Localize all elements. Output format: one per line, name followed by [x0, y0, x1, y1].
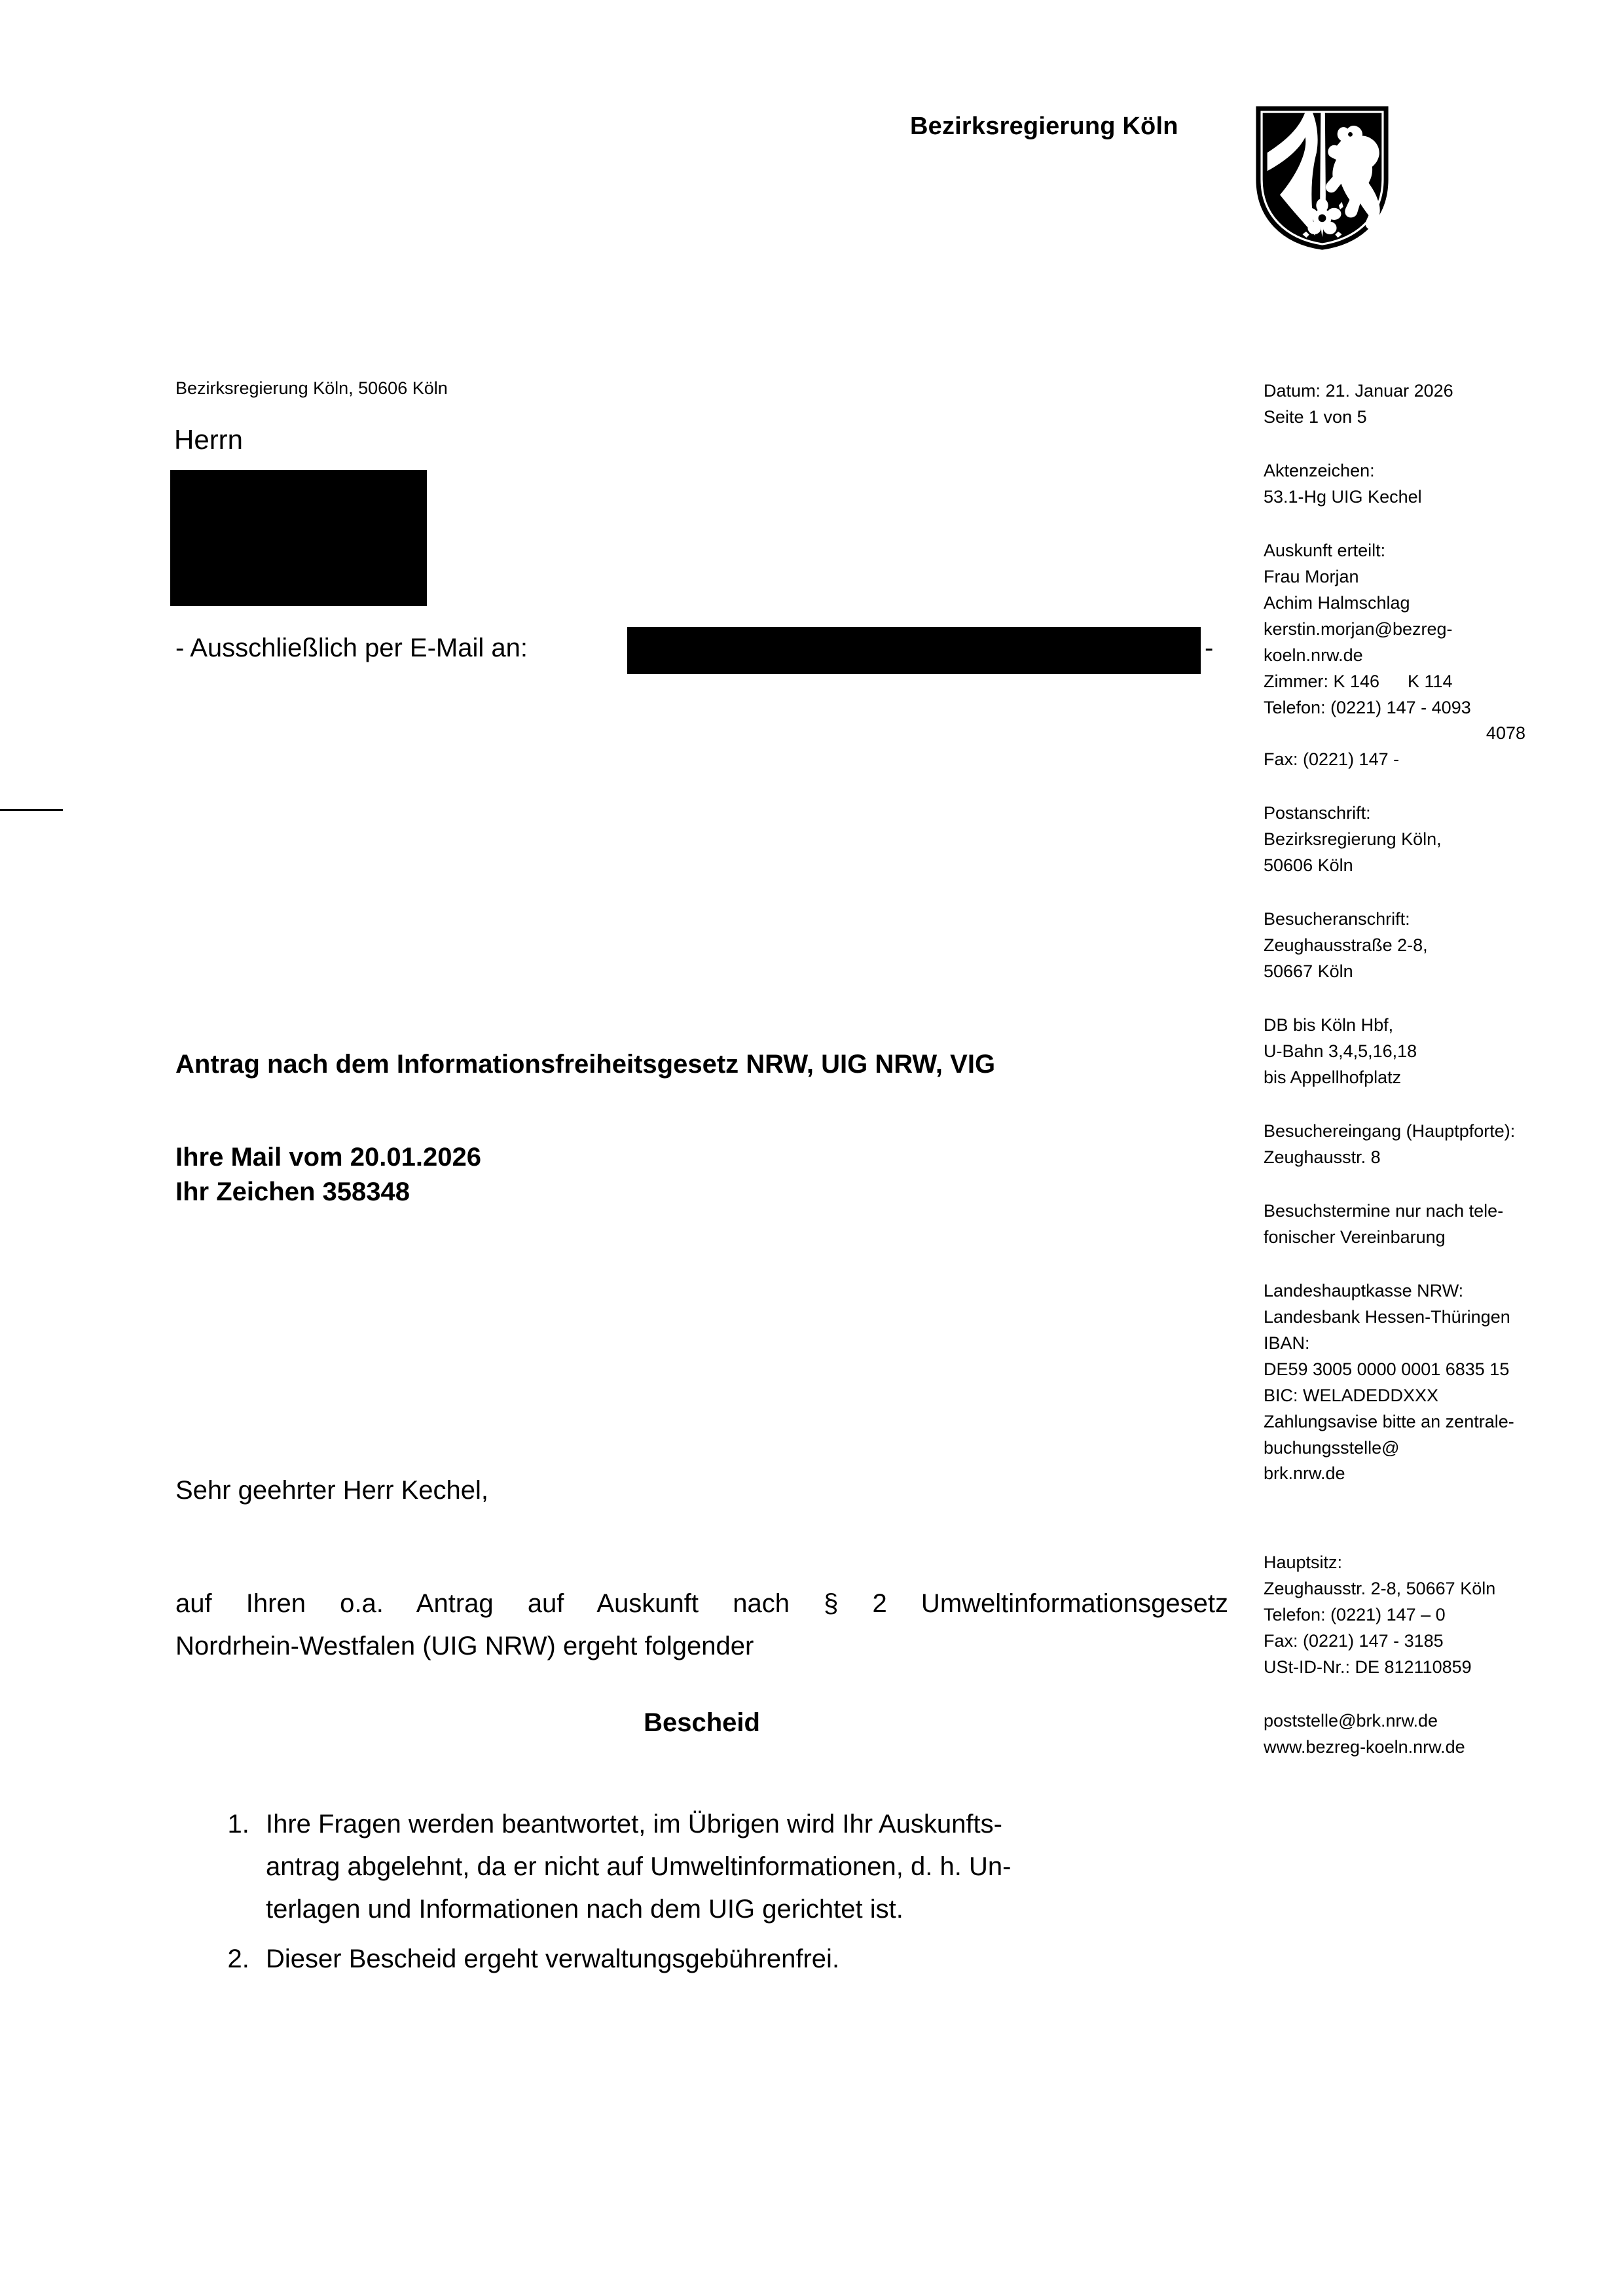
headquarters-phone: Telefon: (0221) 147 – 0 — [1264, 1605, 1446, 1625]
room-primary: Zimmer: K 146 — [1264, 671, 1380, 691]
decision-item-1 — [257, 1803, 1271, 1930]
contact-person-1: Frau Morjan — [1264, 566, 1359, 586]
contact-label: Auskunft erteilt: — [1264, 540, 1386, 560]
phone-primary: Telefon: (0221) 147 - 4093 — [1264, 697, 1471, 717]
email-trailing-dash: - — [1205, 634, 1214, 662]
info-group-web — [1264, 1708, 1591, 1761]
contact-email-line-1: kerstin.morjan@bezreg- — [1264, 619, 1453, 639]
info-group-date — [1264, 378, 1591, 431]
postal-address-label: Postanschrift: — [1264, 803, 1371, 823]
decision-item-2-line-1: 2. Dieser Bescheid ergeht verwaltungsgebührenfrei. — [266, 1945, 840, 1974]
subject-heading: Antrag nach dem Informationsfreiheitsgesetz NRW, UIG NRW, VIG — [175, 1050, 996, 1079]
transit-rail: DB bis Köln Hbf, — [1264, 1015, 1394, 1035]
vat-id: USt-ID-Nr.: DE 812110859 — [1264, 1657, 1472, 1677]
iban-value: DE59 3005 0000 0001 6835 15 — [1264, 1359, 1510, 1379]
decision-item-1-line-3: terlagen und Informationen nach dem UIG gerichtet ist. — [266, 1894, 903, 1924]
reference-block — [175, 1140, 481, 1210]
info-sidebar — [1264, 378, 1591, 1761]
info-group-appointments — [1264, 1198, 1591, 1251]
bank-label: Landeshauptkasse NRW: — [1264, 1280, 1464, 1300]
postal-address-line-2: 50606 Köln — [1264, 855, 1353, 876]
info-group-banking — [1264, 1278, 1591, 1488]
addressee-salutation: Herrn — [174, 424, 244, 455]
info-group-headquarters — [1264, 1550, 1591, 1681]
fax-line: Fax: (0221) 147 - — [1264, 749, 1400, 770]
website-url: www.bezreg-koeln.nrw.de — [1264, 1737, 1465, 1757]
file-reference-label: Aktenzeichen: — [1264, 460, 1375, 480]
intro-line-2: Nordrhein-Westfalen (UIG NRW) ergeht folgender — [175, 1631, 754, 1660]
info-group-file-reference — [1264, 458, 1591, 511]
intro-paragraph — [175, 1583, 1228, 1668]
decision-item-1-line-1: 1. Ihre Fragen werden beantwortet, im Übrigen wird Ihr Auskunfts- — [266, 1810, 1002, 1839]
iban-label: IBAN: — [1264, 1333, 1310, 1353]
headquarters-address: Zeughausstr. 2-8, 50667 Köln — [1264, 1579, 1496, 1599]
document-date: Datum: 21. Januar 2026 — [1264, 381, 1453, 401]
info-group-entrance — [1264, 1119, 1591, 1171]
appointment-note-line-2: fonischer Vereinbarung — [1264, 1227, 1446, 1247]
info-group-contact — [1264, 538, 1591, 774]
room-row — [1264, 669, 1591, 695]
email-delivery-label: - Ausschließlich per E-Mail an: — [175, 634, 528, 662]
room-secondary: K 114 — [1408, 671, 1453, 691]
entrance-value: Zeughausstr. 8 — [1264, 1147, 1381, 1167]
visitor-address-line-2: 50667 Köln — [1264, 961, 1353, 982]
remittance-line-2: buchungsstelle@ — [1264, 1437, 1400, 1458]
intro-line-1: auf Ihren o.a. Antrag auf Auskunft nach § 2 Umweltinformationsgesetz — [175, 1589, 1228, 1618]
headquarters-fax: Fax: (0221) 147 - 3185 — [1264, 1631, 1444, 1651]
transit-stop: bis Appellhofplatz — [1264, 1067, 1402, 1088]
letterhead-authority-title: Bezirksregierung Köln — [910, 113, 1178, 140]
fold-mark — [0, 809, 63, 811]
transit-subway: U-Bahn 3,4,5,16,18 — [1264, 1041, 1417, 1062]
bank-name: Landesbank Hessen-Thüringen — [1264, 1306, 1510, 1327]
decision-item-1-line-2: antrag abgelehnt, da er nicht auf Umweltinformationen, d. h. Un- — [266, 1852, 1012, 1881]
remittance-line-3: brk.nrw.de — [1264, 1463, 1345, 1484]
redacted-email-address — [627, 627, 1201, 674]
appointment-note-line-1: Besuchstermine nur nach tele- — [1264, 1200, 1504, 1221]
postal-address-line-1: Bezirksregierung Köln, — [1264, 829, 1442, 850]
visitor-address-label: Besucheranschrift: — [1264, 909, 1410, 929]
visitor-address-line-1: Zeughausstraße 2-8, — [1264, 935, 1428, 956]
redacted-addressee-block — [170, 470, 427, 606]
info-group-visitor-address — [1264, 906, 1591, 985]
general-email: poststelle@brk.nrw.de — [1264, 1711, 1438, 1731]
reference-your-sign: Ihr Zeichen 358348 — [175, 1177, 410, 1206]
decision-list — [216, 1803, 1271, 1988]
nrw-coat-of-arms-icon — [1252, 103, 1393, 253]
phone-secondary: 4078 — [1486, 723, 1525, 744]
bic-value: BIC: WELADEDDXXX — [1264, 1385, 1439, 1405]
contact-person-2: Achim Halmschlag — [1264, 592, 1410, 613]
headquarters-label: Hauptsitz: — [1264, 1552, 1343, 1573]
decision-heading: Bescheid — [644, 1708, 760, 1737]
remittance-line-1: Zahlungsavise bitte an zentrale- — [1264, 1411, 1514, 1431]
sender-return-address: Bezirksregierung Köln, 50606 Köln — [175, 378, 448, 398]
reference-mail-date: Ihre Mail vom 20.01.2026 — [175, 1143, 481, 1172]
contact-email-line-2: koeln.nrw.de — [1264, 645, 1363, 665]
greeting-line: Sehr geehrter Herr Kechel, — [175, 1476, 489, 1505]
decision-item-2 — [257, 1938, 1271, 1981]
entrance-label: Besuchereingang (Hauptpforte): — [1264, 1121, 1516, 1141]
file-reference-value: 53.1-Hg UIG Kechel — [1264, 486, 1422, 507]
info-group-postal-address — [1264, 800, 1591, 879]
page-number: Seite 1 von 5 — [1264, 406, 1367, 427]
info-group-transit — [1264, 1013, 1591, 1091]
